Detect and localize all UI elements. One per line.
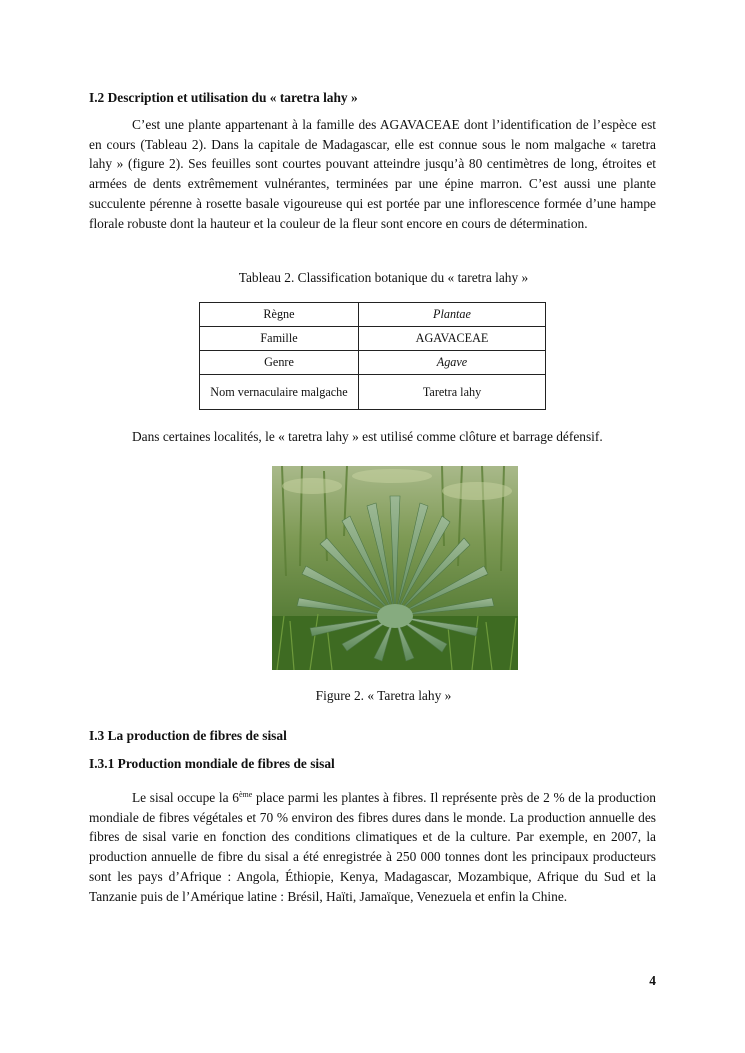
table-cell-label: Famille (200, 327, 359, 351)
section-heading-1-2: I.2 Description et utilisation du « taretra lahy » (89, 90, 358, 105)
table-row (200, 303, 546, 327)
table-row (200, 327, 546, 351)
subsection-heading-1-3-1: I.3.1 Production mondiale de fibres de sisal (89, 756, 335, 771)
taretra-lahy-photo (272, 466, 518, 670)
table-row (200, 375, 546, 410)
figure-caption: Figure 2. « Taretra lahy » (315, 688, 452, 703)
table-cell-value: AGAVACEAE (359, 327, 546, 351)
usage-paragraph: Dans certaines localités, le « taretra lahy » est utilisé comme clôture et barrage défensif. (132, 429, 603, 444)
table-cell-value: Taretra lahy (359, 375, 546, 410)
page-number: 4 (649, 973, 656, 988)
classification-table (199, 302, 546, 410)
table-cell-value: Plantae (359, 303, 546, 327)
para-text-rest: place parmi les plantes à fibres. Il représente près de 2 % de la production mondiale de fibres végétales et 70 % environ des fibres dures dans le monde. La production annuelle des fibres de sisal varie en fonction des conditions climatiques et de la culture. Par exemple, en 2007, la production annuelle de fibre du sisal a été enregistrée à 250 000 tonnes dont les principaux producteurs sont les pays d’Afrique : Angola, Éthiopie, Kenya, Madagascar, Mozambique, Afrique du Sud et la Tanzanie puis de l’Amérique latine : Brésil, Haïti, Jamaïque, Venezuela et enfin la Chine. (89, 790, 656, 904)
table-cell-value: Agave (359, 351, 546, 375)
para-text-start: Le sisal occupe la 6 (132, 790, 239, 805)
description-paragraph: C’est une plante appartenant à la famille des AGAVACEAE dont l’identification de l’espèce est en cours (Tableau 2). Dans la capitale de Madagascar, elle est connue sous le nom malgache « taretra lahy » (figure 2). Ses feuilles sont courtes pouvant atteindre jusqu’à 80 centimètres de long, étroites et armées de dents extrêmement vulnérantes, terminées par une épine marron. C’est aussi une plante succulente pérenne à rosette basale vigoureuse qui est portée par une inflorescence formée d’une hampe florale robuste dont la hauteur et la couleur de la fleur sont encore en cours de détermination. (89, 117, 656, 231)
table-caption: Tableau 2. Classification botanique du « taretra lahy » (238, 270, 529, 285)
sisal-production-paragraph (89, 788, 656, 906)
table-row (200, 351, 546, 375)
table-cell-label: Nom vernaculaire malgache (200, 375, 359, 410)
table-cell-label: Règne (200, 303, 359, 327)
section-heading-1-3: I.3 La production de fibres de sisal (89, 728, 287, 743)
ordinal-suffix: ème (238, 790, 253, 799)
table-cell-label: Genre (200, 351, 359, 375)
